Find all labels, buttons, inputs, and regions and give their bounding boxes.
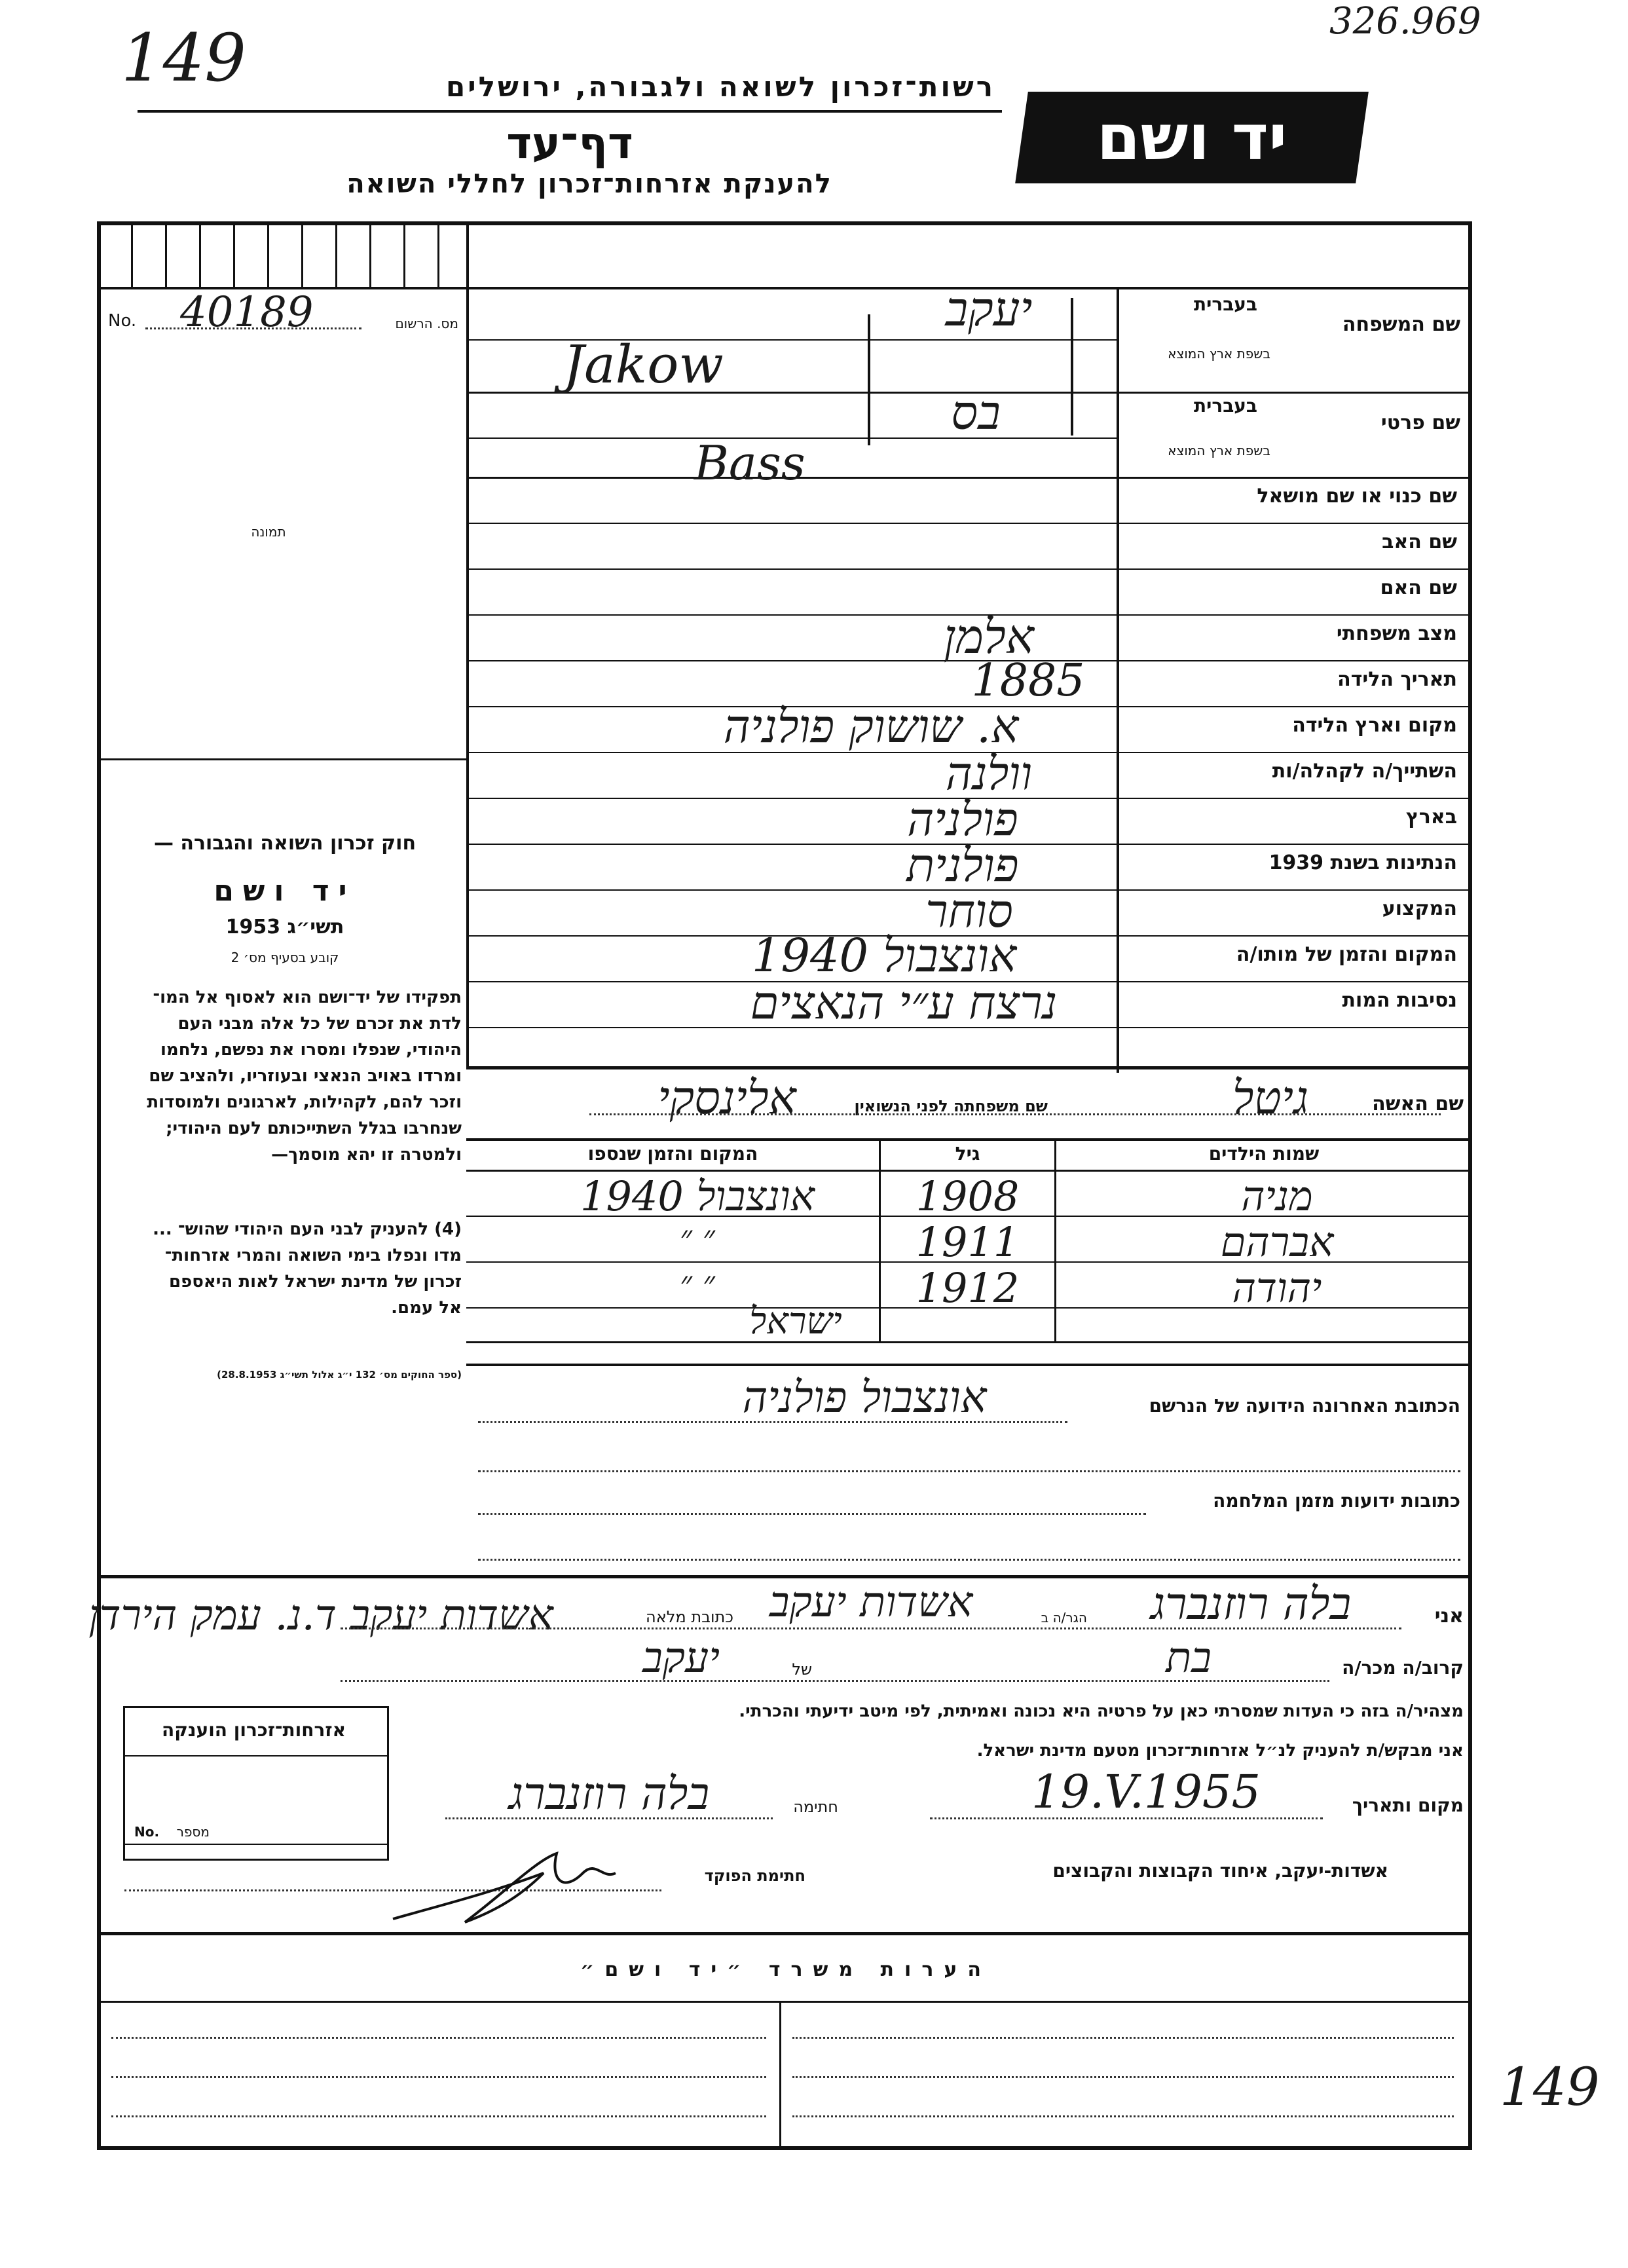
country-value: פולניה (907, 792, 1018, 846)
family-hebrew-value: יעקב (945, 282, 1033, 337)
children-table-top (466, 1138, 1472, 1141)
child-3-age: 1912 (916, 1264, 1020, 1312)
maiden-value: אלינסקי (657, 1071, 796, 1125)
death-place-label: המקום והזמן של מותו/ה (1236, 943, 1457, 966)
declarant-dots (341, 1627, 1401, 1629)
child-2-name: אברהם (1220, 1218, 1334, 1266)
form-title: דף־עד (506, 118, 633, 168)
child-1-age: 1908 (916, 1172, 1020, 1220)
family-foreign-sub: בשפת ארץ המוצא (1168, 346, 1270, 362)
left-column-divider (466, 221, 469, 1066)
child-4-place: ישראל (749, 1300, 842, 1343)
maiden-label: שם משפחתה לפני הנשואין (854, 1097, 1048, 1115)
declarant-i-label: אני (1434, 1605, 1464, 1627)
relation-value: בת (1166, 1634, 1212, 1682)
community-value: וולנה (945, 747, 1033, 800)
officer-label: חתימת הפוקד (704, 1867, 805, 1885)
address-dots-2 (478, 1470, 1460, 1472)
death-circumstances-label: נסיבות המות (1342, 989, 1457, 1012)
remarks-dots (111, 2037, 766, 2039)
mother-label: שם האם (1380, 576, 1457, 599)
declarant-address-label: כתובת מלאה (646, 1608, 733, 1626)
birth-place-value: א. שושוק פולניה (723, 699, 1019, 753)
law-p1-6: שנחרבו בגלל השתייכותם לעם היהודי; (166, 1119, 462, 1138)
birth-date-label: תאריך הלידה (1337, 668, 1457, 691)
place-date-label: מקום ותאריך (1352, 1794, 1464, 1816)
father-label: שם האב (1382, 530, 1457, 553)
birth-place-label: מקום וארץ הלידה (1292, 714, 1457, 737)
wife-label: שם האשה (1372, 1092, 1464, 1115)
remarks-dots (792, 2076, 1454, 2078)
law-p1-5: וזכר להם, לקהילות, לארגונים ולמוסדות (147, 1092, 462, 1112)
date-dots (930, 1817, 1323, 1819)
child-2-age: 1911 (916, 1218, 1020, 1266)
remarks-dots (111, 2076, 766, 2078)
declaration-date: 19.V.1955 (1031, 1765, 1261, 1819)
declarant-address: אשדות יעקב ד.נ. עמק הירדן (88, 1591, 553, 1640)
declarant-signature: בלה רוזנברג (508, 1768, 710, 1820)
law-p2-1: (4) להעניק לבני העם היהודי שהוש־ ... (153, 1219, 462, 1239)
remarks-section-top (97, 1932, 1472, 1935)
citizenship-label: הנתינות בשנת 1939 (1268, 851, 1457, 874)
law-p2-4: אל עמם. (391, 1298, 462, 1318)
remarks-title: הערות משרד ״יד ושם״ (580, 1958, 991, 1981)
remarks-col-divider (779, 2001, 781, 2148)
strip-box-divider (233, 221, 235, 287)
address-section-top (466, 1364, 1472, 1366)
first-foreign-sub: בשפת ארץ המוצא (1168, 443, 1270, 458)
first-name-label: שם פרטי (1380, 411, 1460, 434)
children-row-line (466, 1341, 1472, 1343)
row-line (466, 523, 1472, 524)
law-p2-2: מדו ונפלו בימי השואה והמרי אזרחות־ (164, 1246, 462, 1265)
award-box-title-line (123, 1755, 387, 1757)
strip-box-divider (369, 221, 371, 287)
country-label: בארץ (1405, 806, 1457, 828)
row-line (466, 568, 1472, 570)
award-no-label: No. (134, 1824, 160, 1840)
wartime-dots-1 (478, 1513, 1146, 1515)
profession-value: סוחר (925, 884, 1013, 938)
institution-name: רשות־זכרון לשואה ולגבורה, ירושלים (445, 71, 995, 103)
child-3-name: יהודה (1232, 1264, 1322, 1312)
wartime-dots-2 (478, 1559, 1460, 1561)
wife-row-top (466, 1066, 1472, 1069)
last-address-value: אונצבול פולניה (742, 1372, 987, 1422)
first-hebrew-sub: בעברית (1193, 395, 1257, 417)
law-line4: קובע בסעיף מס׳ 2 (231, 950, 339, 965)
registry-prefix: No. (108, 311, 137, 331)
form-subtitle: להענקת אזרחות־זכרון לחללי השואה (346, 169, 832, 199)
law-p1-1: תפקידו של יד־ושם הוא לאסוף אל המו־ (153, 988, 462, 1007)
nickname-label: שם כנוי או שם מושאל (1257, 485, 1457, 508)
children-age-header: גיל (955, 1143, 980, 1164)
strip-box-divider (301, 221, 303, 287)
top-right-number: 326.969 (1329, 0, 1481, 43)
bottom-right-number: 149 (1500, 2056, 1600, 2117)
remarks-header-line (97, 2001, 1472, 2003)
strip-box-divider (165, 221, 167, 287)
children-col-div-1 (879, 1138, 881, 1341)
community-label: השתייך/ה לקהלה/ות (1272, 760, 1457, 783)
signature-dots (445, 1817, 773, 1819)
family-foreign-value: Jakow (563, 334, 724, 395)
award-no-line (123, 1844, 387, 1845)
officer-signature (386, 1834, 635, 1932)
statement-1: מצהיר/ה בזה כי העדות שמסרתי כאן על פרטיה היא נכונה ואמיתית, לפי מיטב ידיעתי והכרתי. (739, 1701, 1464, 1721)
strip-box-divider (267, 221, 269, 287)
swap-arrow-2 (1071, 298, 1073, 436)
strip-box-divider (199, 221, 201, 287)
declarant-resident-label: הגר/ה ב (1041, 1610, 1087, 1626)
death-place-value: אונצבול 1940 (751, 929, 1017, 982)
last-address-label: הכתובת האחרונה הידועה של הנרשם (1149, 1395, 1460, 1417)
child-2-place: ״ ״ (680, 1218, 715, 1256)
law-line1: חוק זכרון השואה והגבורה — (153, 832, 416, 855)
law-line2: יד ושם (213, 874, 356, 908)
registry-number: 40189 (180, 288, 314, 337)
top-left-number: 149 (121, 20, 246, 96)
children-col-div-2 (1054, 1138, 1056, 1341)
photo-box-bottom (97, 758, 469, 760)
award-box-title: אזרחות־זכרון הוענקה (162, 1719, 346, 1741)
registry-label: מס. הרשום (395, 316, 458, 331)
signature-label: חתימה (793, 1798, 838, 1816)
of-value: יעקב (642, 1634, 720, 1682)
law-p1-4: ומרדו באויב הנאצי ובעוזריו, ולהציב שם (149, 1066, 462, 1086)
law-p2-3: זכרון של מדינת ישראל לאות היאספם (169, 1272, 462, 1292)
declarant-resident: אשדות יעקב (769, 1578, 973, 1627)
children-header-bottom (466, 1170, 1472, 1172)
family-name-label: שם המשפחה (1342, 313, 1460, 336)
swap-arrow-1 (868, 314, 870, 445)
strip-box-divider (437, 221, 439, 287)
logo-text: יד ושם (1096, 101, 1287, 174)
child-1-name: מניה (1241, 1172, 1313, 1220)
law-p1-7: ולמטרה זו יהא מוסמך— (271, 1145, 462, 1164)
award-number-label: מספר (176, 1824, 210, 1840)
law-footnote: (ספר החוקים מס׳ 132 י״ג אלול תשי״ג 28.8.1953) (217, 1369, 462, 1381)
first-hebrew-value: בס (951, 385, 1001, 440)
profession-label: המקצוע (1382, 897, 1457, 920)
strip-box-divider (335, 221, 337, 287)
wartime-address-label: כתובות ידועות מזמן המלחמה (1213, 1490, 1460, 1512)
photo-label: תמונה (251, 524, 286, 540)
wife-value: גיטל (1232, 1071, 1309, 1125)
death-circumstances-value: נרצח ע״י הנאצים (750, 976, 1058, 1030)
marital-value: אלמן (944, 609, 1034, 664)
strip-box-divider (403, 221, 405, 287)
registry-dots (145, 327, 361, 329)
children-place-header: המקום והזמן שנספו (587, 1143, 758, 1164)
wife-dots (589, 1113, 1441, 1115)
remarks-dots (792, 2115, 1454, 2117)
law-line3: תשי״ג 1953 (225, 916, 344, 939)
relation-dots (341, 1680, 1329, 1682)
child-1-place: אונצבול 1940 (580, 1172, 815, 1220)
law-p1-2: לדת את זכרם של כל אלה מבני העם (177, 1014, 462, 1033)
family-hebrew-sub: בעברית (1193, 293, 1257, 315)
of-label: של (792, 1660, 812, 1679)
strip-box-divider (131, 221, 133, 287)
institution-underline (138, 110, 1002, 113)
remarks-dots (111, 2115, 766, 2117)
stamp-text: אשדות-יעקב, איחוד הקבוצות והקבוצים (1052, 1860, 1388, 1882)
law-p1-3: היהודי, שנפלו ומסרו את נפשם, נלחמו (160, 1040, 462, 1060)
row-line (466, 477, 1472, 479)
declarant-name: בלה רוזנברג (1150, 1578, 1352, 1630)
first-foreign-value: Bass (694, 436, 805, 491)
children-names-header: שמות הילדים (1208, 1143, 1320, 1164)
marital-label: מצב משפחתי (1336, 622, 1457, 645)
child-3-place: ״ ״ (680, 1264, 715, 1302)
last-address-dots (478, 1421, 1067, 1423)
birth-date-value: 1885 (971, 655, 1085, 707)
statement-2: אני מבקש/ת להעניק לנ״ל אזרחות־זכרון מטעם מדינת ישראל. (976, 1741, 1464, 1760)
citizenship-value: פולנית (906, 838, 1019, 892)
relation-label: קרוב/ה מכר/ה (1342, 1657, 1464, 1679)
remarks-dots (792, 2037, 1454, 2039)
